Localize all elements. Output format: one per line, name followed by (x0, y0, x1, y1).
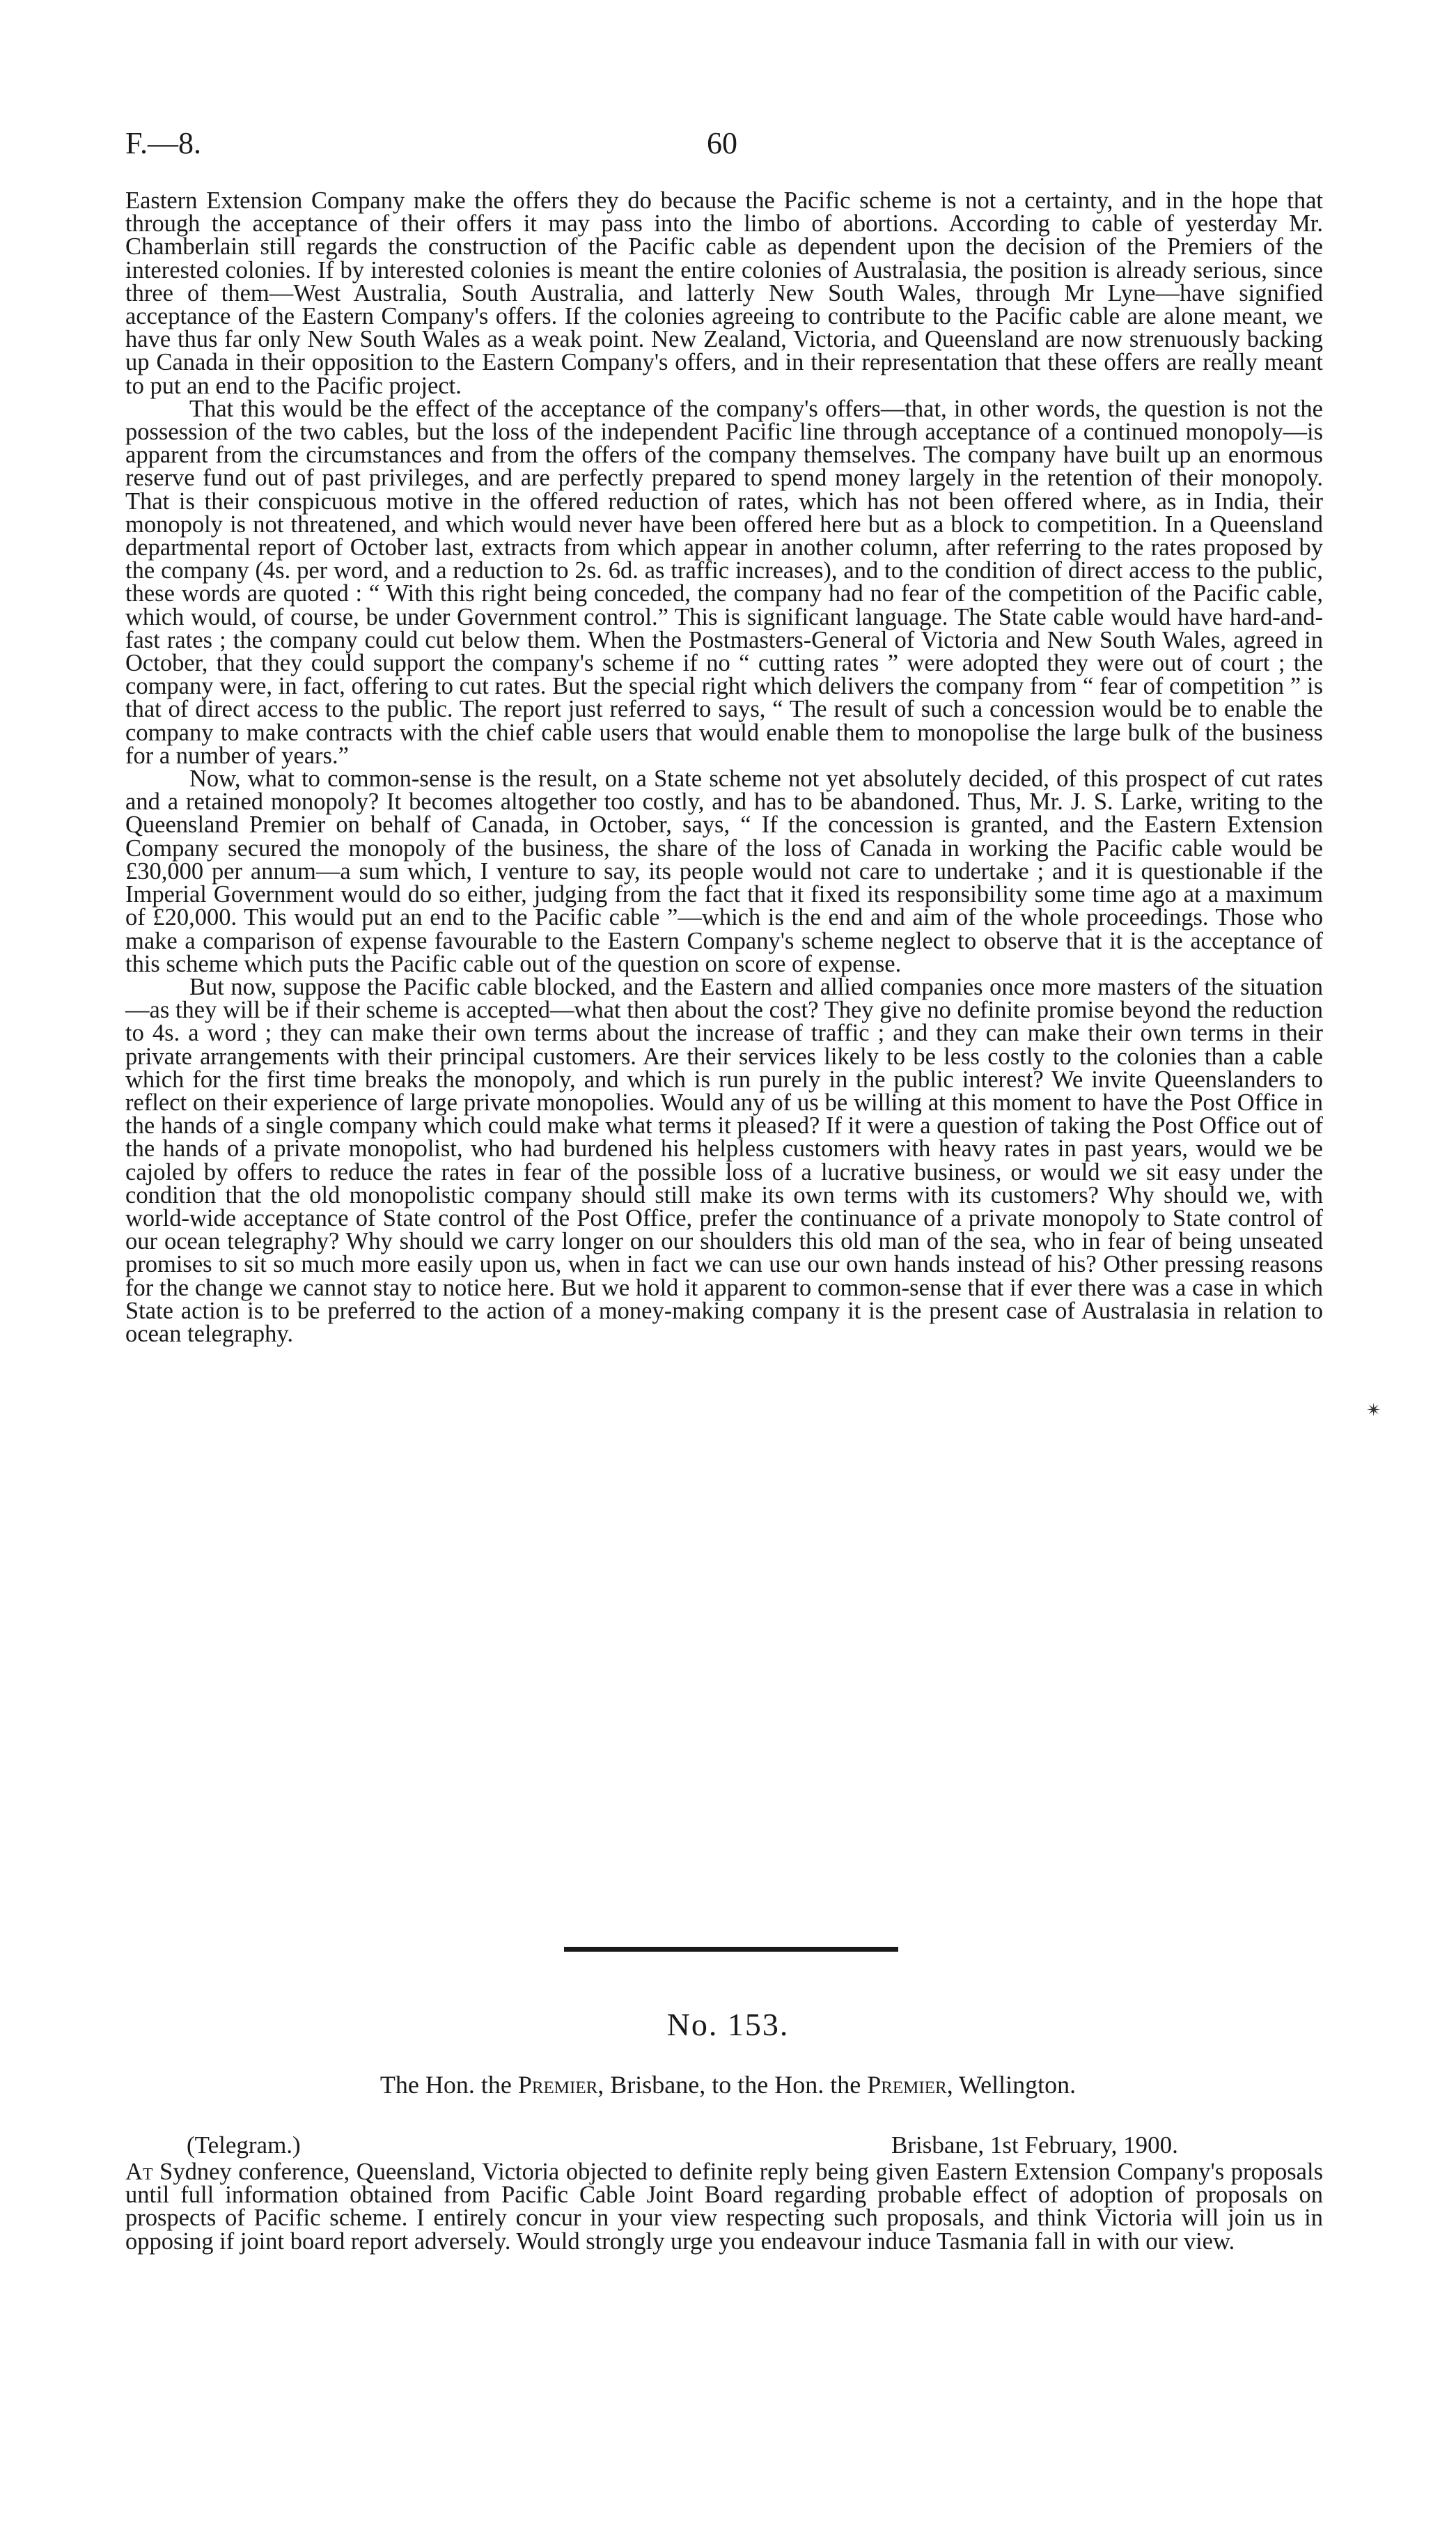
telegram-lead-word: At (125, 2159, 153, 2185)
page-header (125, 125, 1323, 167)
title-role-recipient: Premier (867, 2071, 947, 2099)
page-number: 60 (707, 126, 737, 160)
telegram-type-label: (Telegram.) (187, 2131, 301, 2159)
article-body (125, 189, 1323, 1346)
document-number: No. 153. (666, 2007, 790, 2042)
telegram-meta (125, 2131, 1323, 2159)
paragraph-2: That this would be the effect of the acceptance of the company's offers—that, in other words, the question is not the possession of the two cables, but the loss of the independent Pacific line through acceptance of a continued monopoly—is apparent from the circumstances and from the offers of the company themselves. The company have built up an enormous reserve fund out of past privileges, and are perfectly prepared to spend money largely in the retention of their monopoly. That is their conspicuous motive in the offered reduction of rates, which has not been offered where, as in India, their monopoly is not threatened, and which would never have been offered here but as a block to competition. In a Queensland departmental report of October last, extracts from which appear in another column, after referring to the rates proposed by the company (4s. per word, and a reduction to 2s. 6d. as traffic increases), and to the condition of direct access to the public, these words are quoted : “ With this right being conceded, the company had no fear of the competition of the Pacific cable, which would, of course, be under Government control.” This is significant language. The State cable would have hard-and-fast rates ; the company could cut below them. When the Postmasters-General of Victoria and New South Wales, agreed in October, that they could support the company's scheme if no “ cutting rates ” were adopted they were out of court ; the company were, in fact, offering to cut rates. But the special right which delivers the company from “ fear of competition ” is that of direct access to the public. The report just referred to says, “ The result of such a concession would be to enable the company to make contracts with the chief cable users that would enable them to monopolise the large bulk of the business for a number of years.” (125, 395, 1323, 769)
series-label: F.—8. (125, 126, 201, 160)
section-divider (564, 1947, 898, 1952)
margin-mark: ✴ (1366, 1400, 1381, 1420)
title-prefix: The Hon. the (379, 2071, 512, 2099)
telegram-body (125, 2161, 1323, 2253)
title-middle: , Brisbane, to the Hon. the (597, 2071, 861, 2099)
paragraph-4: But now, suppose the Pacific cable blocked, and the Eastern and allied companies once more masters of the situation—as they will be if their scheme is accepted—what then about the cost? They give no definite promise beyond the reduction to 4s. a word ; they can make their own terms about the increase of traffic ; and they can make their own terms in their private arrangements with their principal customers. Are their services likely to be less costly to the colonies than a cable which for the first time breaks the monopoly, and which is run purely in the public interest? We invite Queenslanders to reflect on their experience of large private monopolies. Would any of us be willing at this moment to have the Post Office in the hands of a single company which could make what terms it pleased? If it were a question of taking the Post Office out of the hands of a private monopolist, who had burdened his helpless customers with heavy rates in past years, would we be cajoled by offers to reduce the rates in fear of the possible loss of a lucrative business, or would we sit easy under the condition that the old monopolistic company should still make its own terms with its customers? Why should we, with world-wide acceptance of State control of the Post Office, prefer the continuance of a private monopoly to State control of our ocean telegraphy? Why should we carry longer on our shoulders this old man of the sea, who in fear of being unseated promises to sit so much more easily upon us, when in fact we can use our own hands instead of his? Other pressing reasons for the change we cannot stay to notice here. But we hold it apparent to common-sense that if ever there was a case in which State action is to be preferred to the action of a money-making company it is the present case of Australasia in relation to ocean telegraphy. (125, 973, 1323, 1347)
paragraph-3: Now, what to common-sense is the result, on a State scheme not yet absolutely decided, of this prospect of cut rates and a retained monopoly? It becomes altogether too costly, and has to be abandoned. Thus, Mr. J. S. Larke, writing to the Queensland Premier on behalf of Canada, in October, says, “ If the concession is granted, and the Eastern Extension Company secured the monopoly of the business, the share of the loss of Canada in working the Pacific cable would be £30,000 per annum—a sum which, I venture to say, its people would not care to undertake ; and it is questionable if the Imperial Government would do so either, judging from the fact that it fixed its responsibility some time ago at a maximum of £20,000. This would put an end to the Pacific cable ”—which is the end and aim of the whole proceedings. Those who make a comparison of expense favourable to the Eastern Company's scheme neglect to observe that it is the acceptance of this scheme which puts the Pacific cable out of the question on score of expense. (125, 765, 1323, 977)
paragraph-1: Eastern Extension Company make the offers they do because the Pacific scheme is not a certainty, and in the hope that through the acceptance of their offers it may pass into the limbo of abortions. According to cable of yesterday Mr. Chamberlain still regards the construction of the Pacific cable as dependent upon the decision of the Premiers of the interested colonies. If by interested colonies is meant the entire colonies of Australasia, the position is already serious, since three of them—West Australia, South Australia, and latterly New South Wales, through Mr Lyne—have signified acceptance of the Eastern Company's offers. If the colonies agreeing to contribute to the Pacific cable are alone meant, we have thus far only New South Wales as a weak point. New Zealand, Victoria, and Queensland are now strenuously backing up Canada in their opposition to the Eastern Company's offers, and in their representation that these offers are really meant to put an end to the Pacific project. (125, 187, 1323, 399)
document-title (0, 2070, 1456, 2099)
title-role-sender: Premier (517, 2071, 598, 2099)
telegram-text: Sydney conference, Queensland, Victoria objected to definite reply being given Eastern Extension Company's proposals until full information obtained from Pacific Cable Joint Board regarding probable effect of adoption of proposals on prospects of Pacific scheme. I entirely concur in your view respecting such proposals, and think Victoria will join us in opposing if joint board report adversely. Would strongly urge you endeavour induce Tasmania fall in with our view. (125, 2159, 1323, 2255)
telegram-place-date: Brisbane, 1st February, 1900. (891, 2131, 1178, 2159)
title-suffix: , Wellington. (946, 2071, 1077, 2099)
